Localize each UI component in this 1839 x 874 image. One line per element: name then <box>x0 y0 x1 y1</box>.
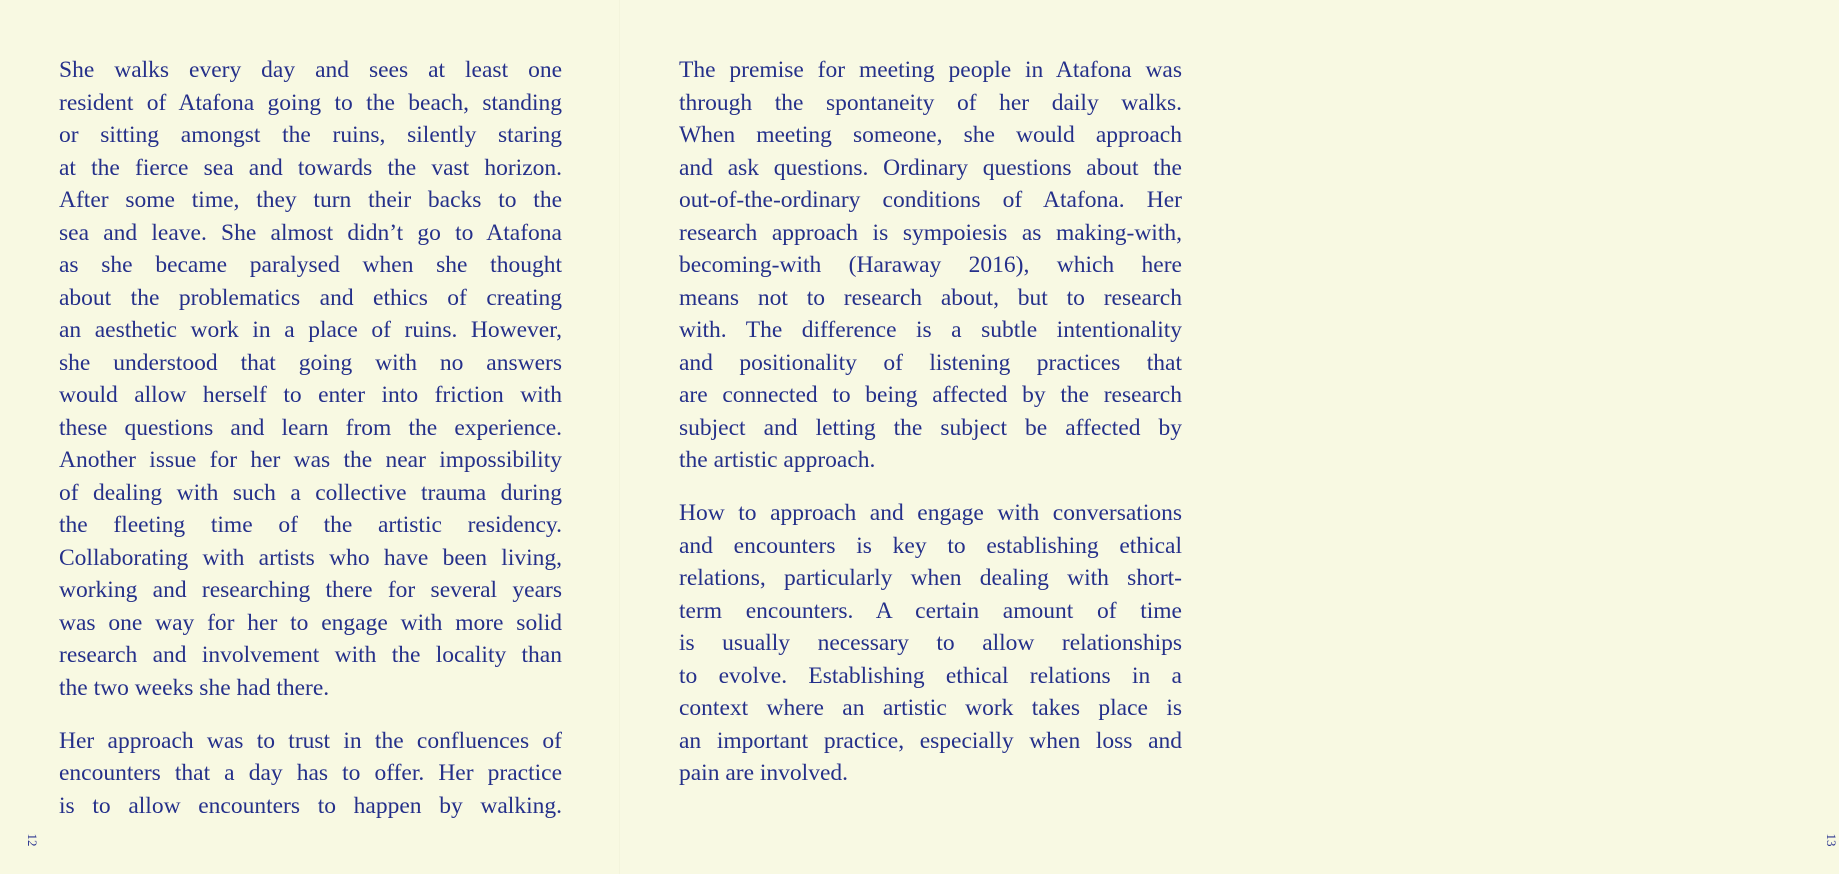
paragraph <box>59 725 562 823</box>
text-line: she understood that going with no answers <box>59 349 562 376</box>
text-line: How to approach and engage with conversations <box>679 500 1182 526</box>
paragraph <box>679 54 1182 477</box>
text-line: with. The difference is a subtle intentionality <box>679 317 1182 343</box>
text-line: the fleeting time of the artistic residency. <box>59 512 562 538</box>
left-text-column <box>59 54 562 822</box>
text-line: is usually necessary to allow relationships <box>679 630 1182 656</box>
text-line: or sitting amongst the ruins, silently staring <box>59 122 562 148</box>
page-number: 13 <box>1824 833 1839 847</box>
left-page <box>0 0 620 874</box>
text-line: the two weeks she had there. <box>59 674 330 701</box>
text-line: out-of-the-ordinary conditions of Atafona. Her <box>679 187 1182 213</box>
text-line: through the spontaneity of her daily walks. <box>679 89 1182 116</box>
text-line: means not to research about, but to research <box>679 284 1182 311</box>
text-line: She walks every day and sees at least one <box>59 57 562 83</box>
text-line: pain are involved. <box>679 760 849 786</box>
text-line: The premise for meeting people in Atafona was <box>679 57 1182 83</box>
page-number: 12 <box>25 833 40 847</box>
text-line: at the fierce sea and towards the vast horizon. <box>59 154 562 181</box>
text-line: After some time, they turn their backs to the <box>59 187 562 213</box>
right-page <box>620 0 1839 874</box>
text-line: the artistic approach. <box>679 447 876 473</box>
text-line: Her approach was to trust in the confluences of <box>59 727 562 754</box>
text-line: sea and leave. She almost didn’t go to Atafona <box>59 219 562 246</box>
paragraph <box>59 54 562 704</box>
paragraph <box>679 497 1182 790</box>
text-line: becoming-with (Haraway 2016), which here <box>679 252 1182 278</box>
text-line: as she became paralysed when she thought <box>59 252 562 278</box>
text-line: was one way for her to engage with more solid <box>59 609 562 636</box>
text-line: working and researching there for several years <box>59 577 562 603</box>
text-line: term encounters. A certain amount of time <box>679 597 1182 624</box>
text-line: about the problematics and ethics of creating <box>59 284 562 311</box>
text-line: and ask questions. Ordinary questions about the <box>679 154 1182 181</box>
text-line: subject and letting the subject be affected by <box>679 414 1182 441</box>
text-line: encounters that a day has to offer. Her practice <box>59 760 562 786</box>
text-line: context where an artistic work takes place is <box>679 695 1182 721</box>
text-line: an aesthetic work in a place of ruins. However, <box>59 317 562 343</box>
text-line: research approach is sympoiesis as making-with, <box>679 219 1182 246</box>
text-line: are connected to being affected by the research <box>679 382 1182 408</box>
text-line: relations, particularly when dealing with short- <box>679 565 1182 591</box>
text-line: research and involvement with the locality than <box>59 642 562 668</box>
text-line: these questions and learn from the experience. <box>59 414 562 441</box>
text-line: would allow herself to enter into friction with <box>59 382 562 408</box>
text-line: of dealing with such a collective trauma during <box>59 479 562 506</box>
text-line: and positionality of listening practices that <box>679 349 1182 376</box>
text-line: Another issue for her was the near impossibility <box>59 447 562 473</box>
text-line: resident of Atafona going to the beach, standing <box>59 89 562 116</box>
text-line: and encounters is key to establishing ethical <box>679 532 1182 559</box>
text-line: to evolve. Establishing ethical relations in a <box>679 662 1182 689</box>
text-line: an important practice, especially when loss and <box>679 727 1182 754</box>
text-line: Collaborating with artists who have been living, <box>59 544 562 571</box>
text-line: is to allow encounters to happen by walking. <box>59 792 562 819</box>
right-text-column <box>679 54 1182 790</box>
text-line: When meeting someone, she would approach <box>679 122 1182 148</box>
